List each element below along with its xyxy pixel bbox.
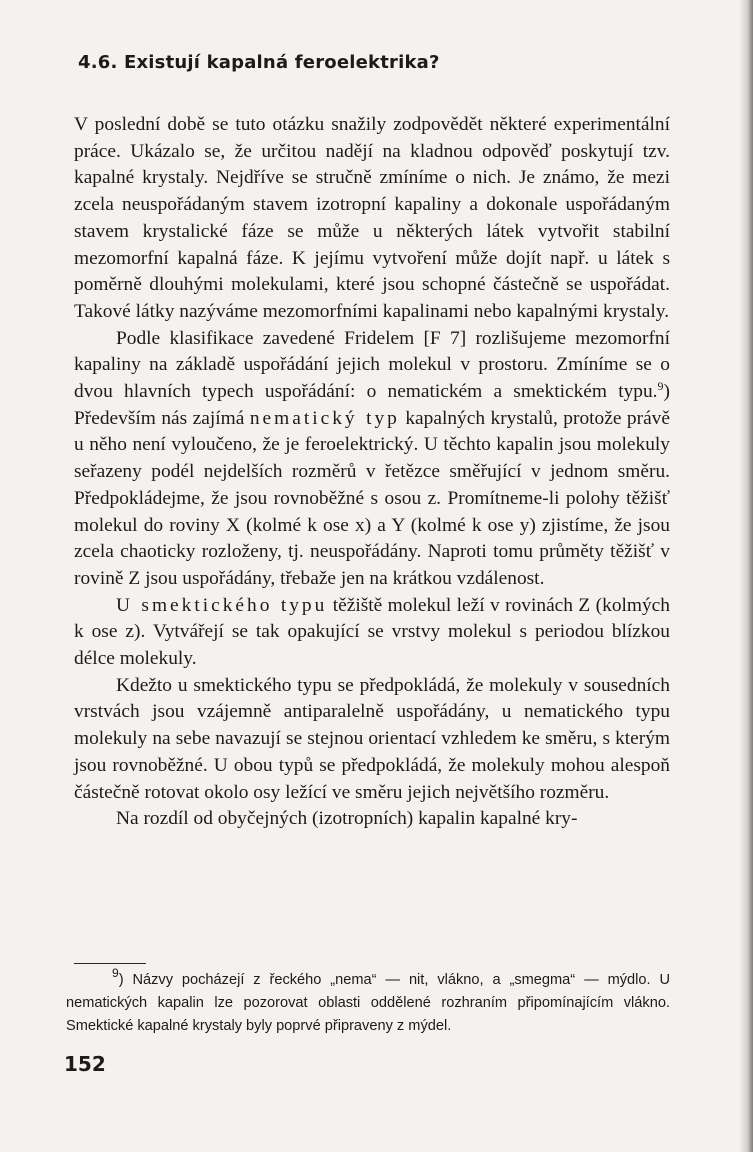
- footnote-text: ) Názvy pocházejí z řeckého „nema“ — nit, vlákno, a „smegma“ — mýdlo. U nematických kapalin lze pozorovat oblasti oddělené rozhraním připomínajícím vlákno. Smektické kapalné krystaly byly poprvé připraveny z mýdel.: [66, 972, 670, 1034]
- paragraph-2-text-a: Podle klasifikace zavedené Fridelem [F 7] rozlišujeme mezomorfní kapaliny na základě uspořádání jejich molekul v prostoru. Zmíníme se o dvou hlavních typech uspořádání: o nematickém a smektickém typu.: [74, 327, 670, 403]
- page-number: 152: [64, 1052, 106, 1076]
- footnote-marker-wrap: [66, 966, 119, 988]
- emphasis-smectic-type: U smektického typu: [116, 594, 328, 616]
- paragraph-3-text: těžiště molekul leží v rovinách Z (kolmých k ose z). Vytvářejí se tak opakující se vrstvy molekul s periodou blízkou délce molekuly.: [74, 594, 670, 670]
- footnote: [66, 966, 670, 1038]
- paragraph-4: Kdežto u smektického typu se předpokládá, že molekuly v sousedních vrstvách jsou vzájemně antiparalelně uspořádány, u nematického typu molekuly na sebe navazují se stejnou orientací vzhledem ke směru, s kterým jsou rovnoběžné. U obou typů se předpokládá, že molekuly mohou alespoň částečně rotovat okolo osy ležící ve směru jejich největšího rozměru.: [74, 674, 670, 803]
- paragraph-1: V poslední době se tuto otázku snažily zodpovědět některé experimentální práce. Ukázalo se, že určitou nadějí na kladnou odpověď poskytují tzv. kapalné krystaly. Nejdříve se stručně zmíníme o nich. Je známo, že mezi zcela neuspořádaným stavem izotropní kapaliny a dokonale uspořádaným stavem krystalické fáze se může u některých látek vytvořit stabilní mezomorfní kapalná fáze. K jejímu vytvoření může dojít např. u látek s poměrně dlouhými molekulami, které jsou schopné částečně se uspořádat. Takové látky nazýváme mezomorfními kapalinami nebo kapalnými krystaly.: [74, 114, 670, 322]
- paragraph-5: Na rozdíl od obyčejných (izotropních) kapalin kapalné kry-: [116, 808, 578, 830]
- emphasis-nematic-type: nematický typ: [249, 407, 400, 429]
- footnote-marker: 9: [112, 966, 119, 980]
- footnote-divider: [74, 963, 146, 964]
- page-edge-shadow: [739, 0, 753, 1152]
- section-heading: 4.6. Existují kapalná feroelektrika?: [78, 52, 440, 73]
- paragraph-2: [74, 326, 670, 593]
- paragraph-2-text-c: kapalných krystalů, protože právě u něho není vyloučeno, že je feroelektrický. U těchto kapalin jsou molekuly seřazeny podél nejdelších rozměrů v řetězce směřující v jednom směru. Předpokládejme, že jsou rovnoběžné s osou z. Promítneme-li polohy těžišť molekul do roviny X (kolmé k ose x) a Y (kolmé k ose y) zjistíme, že jsou zcela chaoticky rozloženy, tj. neuspořádány. Naproti tomu průměty těžišť v rovině Z jsou uspořádány, třebaže jen na krátkou vzdálenost.: [74, 407, 670, 589]
- paragraph-3: [74, 593, 670, 673]
- paragraph-2-text-b: ) Především nás zajímá: [74, 381, 670, 429]
- body-text: [74, 112, 670, 833]
- footnote-reference: 9: [657, 379, 664, 394]
